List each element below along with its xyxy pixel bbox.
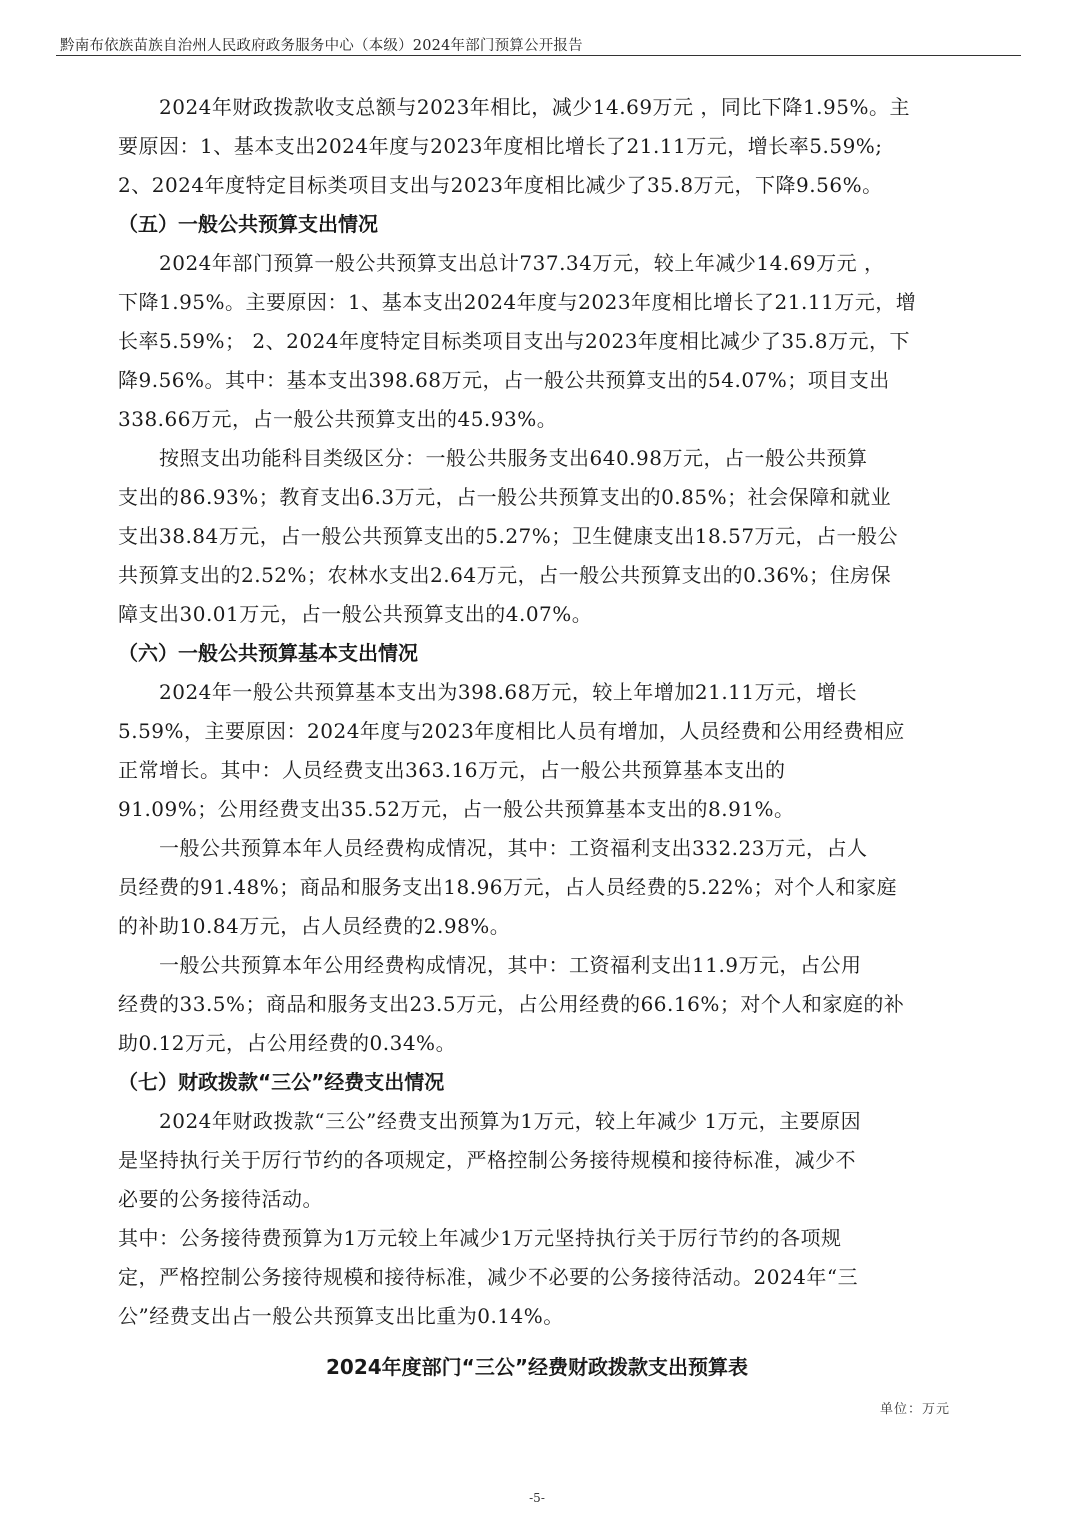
- paragraph-line: 2、2024年度特定目标类项目支出与2023年度相比减少了35.8万元，下降9.56%。: [118, 173, 883, 197]
- paragraph-line: 降9.56%。其中：基本支出398.68万元，占一般公共预算支出的54.07%；项目支出: [118, 368, 890, 392]
- paragraph-line: 91.09%；公用经费支出35.52万元，占一般公共预算基本支出的8.91%。: [118, 797, 795, 821]
- paragraph-line: 员经费的91.48%；商品和服务支出18.96万元，占人员经费的5.22%；对个人和家庭: [118, 875, 898, 899]
- paragraph-line: 按照支出功能科目类级区分：一般公共服务支出640.98万元，占一般公共预算: [118, 446, 868, 470]
- paragraph-line: 长率5.59%； 2、2024年度特定目标类项目支出与2023年度相比减少了35.8万元，下: [118, 329, 910, 353]
- paragraph-line: 必要的公务接待活动。: [118, 1187, 323, 1211]
- paragraph-line: 5.59%，主要原因：2024年度与2023年度相比人员有增加，人员经费和公用经费相应: [118, 719, 905, 743]
- paragraph-line: 338.66万元，占一般公共预算支出的45.93%。: [118, 407, 558, 431]
- section-heading-5: （五）一般公共预算支出情况: [118, 212, 378, 236]
- paragraph-line: 其中：公务接待费预算为1万元较上年减少1万元坚持执行关于厉行节约的各项规: [118, 1226, 842, 1250]
- paragraph-line: 下降1.95%。主要原因：1、基本支出2024年度与2023年度相比增长了21.11万元，增: [118, 290, 917, 314]
- header-divider: [56, 55, 1021, 56]
- table-title: 2024年度部门“三公”经费财政拨款支出预算表: [326, 1355, 748, 1379]
- paragraph-line: 支出的86.93%；教育支出6.3万元，占一般公共预算支出的0.85%；社会保障和就业: [118, 485, 892, 509]
- page-number: -5-: [529, 1491, 545, 1505]
- paragraph-line: 2024年财政拨款收支总额与2023年相比，减少14.69万元 ，同比下降1.95%。主: [118, 95, 910, 119]
- paragraph-line: 经费的33.5%；商品和服务支出23.5万元，占公用经费的66.16%；对个人和家庭的补: [118, 992, 905, 1016]
- paragraph-line: 定，严格控制公务接待规模和接待标准，减少不必要的公务接待活动。2024年“三: [118, 1265, 859, 1289]
- paragraph-line: 障支出30.01万元，占一般公共预算支出的4.07%。: [118, 602, 593, 626]
- header-title: 黔南布依族苗族自治州人民政府政务服务中心（本级）2024年部门预算公开报告: [60, 38, 583, 54]
- paragraph-line: 要原因：1、基本支出2024年度与2023年度相比增长了21.11万元，增长率5.59%;: [118, 134, 883, 158]
- paragraph-line: 助0.12万元，占公用经费的0.34%。: [118, 1031, 457, 1055]
- paragraph-line: 一般公共预算本年人员经费构成情况，其中：工资福利支出332.23万元，占人: [118, 836, 868, 860]
- paragraph-line: 2024年部门预算一般公共预算支出总计737.34万元，较上年减少14.69万元 ，: [118, 251, 885, 275]
- paragraph-line: 正常增长。其中：人员经费支出363.16万元，占一般公共预算基本支出的: [118, 758, 786, 782]
- paragraph-line: 支出38.84万元，占一般公共预算支出的5.27%；卫生健康支出18.57万元，占一般公: [118, 524, 899, 548]
- paragraph-line: 2024年一般公共预算基本支出为398.68万元，较上年增加21.11万元，增长: [118, 680, 858, 704]
- section-heading-7: （七）财政拨款“三公”经费支出情况: [118, 1070, 445, 1094]
- paragraph-line: 公”经费支出占一般公共预算支出比重为0.14%。: [118, 1304, 564, 1328]
- paragraph-line: 共预算支出的2.52%；农林水支出2.64万元，占一般公共预算支出的0.36%；住房保: [118, 563, 892, 587]
- paragraph-line: 是坚持执行关于厉行节约的各项规定，严格控制公务接待规模和接待标准，减少不: [118, 1148, 856, 1172]
- paragraph-line: 2024年财政拨款“三公”经费支出预算为1万元，较上年减少 1万元，主要原因: [118, 1109, 862, 1133]
- paragraph-line: 一般公共预算本年公用经费构成情况，其中：工资福利支出11.9万元，占公用: [118, 953, 862, 977]
- section-heading-6: （六）一般公共预算基本支出情况: [118, 641, 418, 665]
- table-unit-label: 单位：万元: [880, 1402, 951, 1417]
- paragraph-line: 的补助10.84万元，占人员经费的2.98%。: [118, 914, 511, 938]
